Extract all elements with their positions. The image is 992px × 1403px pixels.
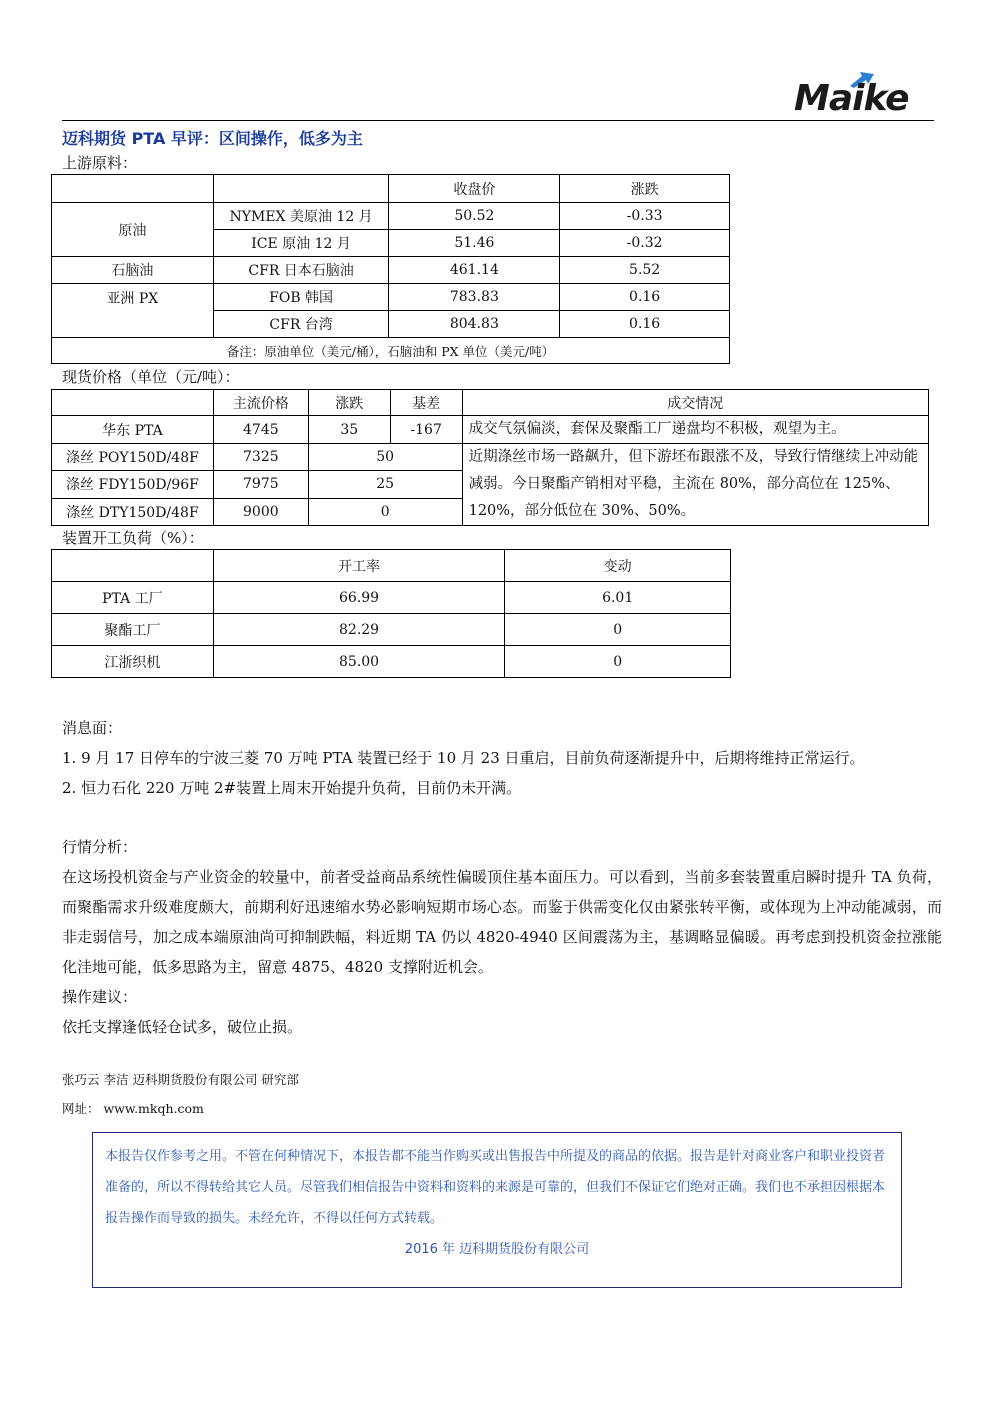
- header-cell: 收盘价: [389, 175, 560, 203]
- price-cell: 804.83: [389, 311, 560, 338]
- group-cell: 石脑油: [52, 257, 214, 284]
- group-cell: 亚洲 PX: [52, 284, 214, 338]
- load-table: [51, 549, 731, 678]
- news-item: 1. 9 月 17 日停车的宁波三菱 70 万吨 PTA 装置已经于 10 月 23 日重启，目前负荷逐渐提升中，后期将维持正常运行。: [62, 749, 865, 767]
- change-cell: 0: [505, 614, 731, 646]
- change-cell: -0.33: [560, 203, 730, 230]
- header-cell: 变动: [505, 550, 731, 582]
- section-heading: 操作建议：: [62, 988, 138, 1006]
- deal-cell: 成交气氛偏淡，套保及聚酯工厂递盘均不积极，观望为主。: [462, 416, 928, 444]
- deal-cell: 近期涤丝市场一路飙升，但下游坯布跟涨不及，导致行情继续上冲动能减弱。今日聚酯产销相对平稳，主流在 80%，部分高位在 125%、120%，部分低位在 30%、50%。: [462, 444, 928, 526]
- website: 网址： www.mkqh.com: [62, 1101, 204, 1116]
- item-cell: PTA 工厂: [52, 582, 214, 614]
- item-cell: 华东 PTA: [52, 416, 214, 444]
- change-cell: 6.01: [505, 582, 731, 614]
- advice-text: 依托支撑逢低轻仓试多，破位止损。: [62, 1018, 303, 1036]
- item-cell: CFR 台湾: [213, 311, 389, 338]
- header-cell: 涨跌: [308, 390, 390, 416]
- rate-cell: 66.99: [213, 582, 505, 614]
- header-cell: 主流价格: [213, 390, 308, 416]
- table-row: [52, 416, 929, 444]
- header-rule: [62, 120, 934, 121]
- company-logo: [790, 72, 940, 120]
- table-header-row: [52, 390, 929, 416]
- price-cell: 7975: [213, 471, 308, 498]
- change-cell: 35: [308, 416, 390, 444]
- header-cell: 基差: [390, 390, 462, 416]
- price-cell: 7325: [213, 444, 308, 471]
- group-cell: 原油: [52, 203, 214, 257]
- change-cell: 5.52: [560, 257, 730, 284]
- table-row: [52, 582, 731, 614]
- price-cell: 51.46: [389, 230, 560, 257]
- header-cell: [52, 550, 214, 582]
- change-cell: 25: [308, 471, 462, 498]
- header-cell: [213, 175, 389, 203]
- change-cell: 0: [308, 498, 462, 525]
- upstream-label: 上游原料：: [62, 154, 138, 172]
- table-row: [52, 257, 730, 284]
- change-cell: 0.16: [560, 311, 730, 338]
- logo-text: Maike: [794, 78, 909, 119]
- table-row: [52, 203, 730, 230]
- unit-note: 备注：原油单位（美元/桶），石脑油和 PX 单位（美元/吨）: [52, 338, 730, 364]
- price-cell: 50.52: [389, 203, 560, 230]
- analysis-text: 在这场投机资金与产业资金的较量中，前者受益商品系统性偏暖顶住基本面压力。可以看到，当前多套装置重启瞬时提升 TA 负荷，而聚酯需求升级难度颇大，前期利好迅速缩水势必影响短期市场心态。而鉴于供需变化仅由紧张转平衡，或体现为上冲动能减弱，而非走弱信号，加之成本端原油尚可抑制跌幅，料近期 TA 仍以 4820-4940 区间震荡为主，基调略显偏暖。再考虑到投机资金拉涨能化洼地可能，低多思路为主，留意 4875、4820 支撑附近机会。: [62, 868, 942, 976]
- header-cell: [52, 390, 214, 416]
- upstream-table: [51, 174, 730, 364]
- table-header-row: [52, 175, 730, 203]
- price-cell: 783.83: [389, 284, 560, 311]
- change-cell: 0.16: [560, 284, 730, 311]
- load-label: 装置开工负荷（%）：: [62, 529, 204, 547]
- basis-cell: -167: [390, 416, 462, 444]
- item-cell: FOB 韩国: [213, 284, 389, 311]
- news-item: 2. 恒力石化 220 万吨 2#装置上周末开始提升负荷，目前仍未开满。: [62, 779, 522, 797]
- disclaimer-box: [92, 1132, 902, 1288]
- disclaimer-footer: 2016 年 迈科期货股份有限公司: [404, 1242, 590, 1257]
- change-cell: 0: [505, 646, 731, 678]
- item-cell: 涤丝 FDY150D/96F: [52, 471, 214, 498]
- authors: 张巧云 李洁 迈科期货股份有限公司 研究部: [62, 1072, 299, 1087]
- change-cell: 50: [308, 444, 462, 471]
- news-section: [62, 713, 942, 803]
- item-cell: 涤丝 DTY150D/48F: [52, 498, 214, 525]
- item-cell: 涤丝 POY150D/48F: [52, 444, 214, 471]
- item-cell: ICE 原油 12 月: [213, 230, 389, 257]
- table-header-row: [52, 550, 731, 582]
- item-cell: CFR 日本石脑油: [213, 257, 389, 284]
- item-cell: NYMEX 美原油 12 月: [213, 203, 389, 230]
- header-cell: 涨跌: [560, 175, 730, 203]
- analysis-section: [62, 832, 942, 1042]
- item-cell: 江浙织机: [52, 646, 214, 678]
- rate-cell: 85.00: [213, 646, 505, 678]
- section-heading: 行情分析：: [62, 838, 138, 856]
- spot-label: 现货价格（单位（元/吨）：: [62, 368, 240, 386]
- section-heading: 消息面：: [62, 719, 123, 737]
- change-cell: -0.32: [560, 230, 730, 257]
- table-row: [52, 444, 929, 471]
- table-row: [52, 284, 730, 311]
- table-row: [52, 614, 731, 646]
- price-cell: 4745: [213, 416, 308, 444]
- price-cell: 461.14: [389, 257, 560, 284]
- rate-cell: 82.29: [213, 614, 505, 646]
- spot-table: [51, 389, 929, 526]
- header-cell: 成交情况: [462, 390, 928, 416]
- price-cell: 9000: [213, 498, 308, 525]
- table-row: [52, 646, 731, 678]
- header-cell: 开工率: [213, 550, 505, 582]
- table-note-row: [52, 338, 730, 364]
- header-cell: [52, 175, 214, 203]
- item-cell: 聚酯工厂: [52, 614, 214, 646]
- disclaimer-text: 本报告仅作参考之用。不管在何种情况下，本报告都不能当作购买或出售报告中所提及的商品的依据。报告是针对商业客户和职业投资者准备的，所以不得转给其它人员。尽管我们相信报告中资料和资料的来源是可靠的，但我们不保证它们绝对正确。我们也不承担因根据本报告操作而导致的损失。未经允许，不得以任何方式转载。: [105, 1149, 886, 1226]
- report-title: 迈科期货 PTA 早评：区间操作，低多为主: [62, 129, 363, 148]
